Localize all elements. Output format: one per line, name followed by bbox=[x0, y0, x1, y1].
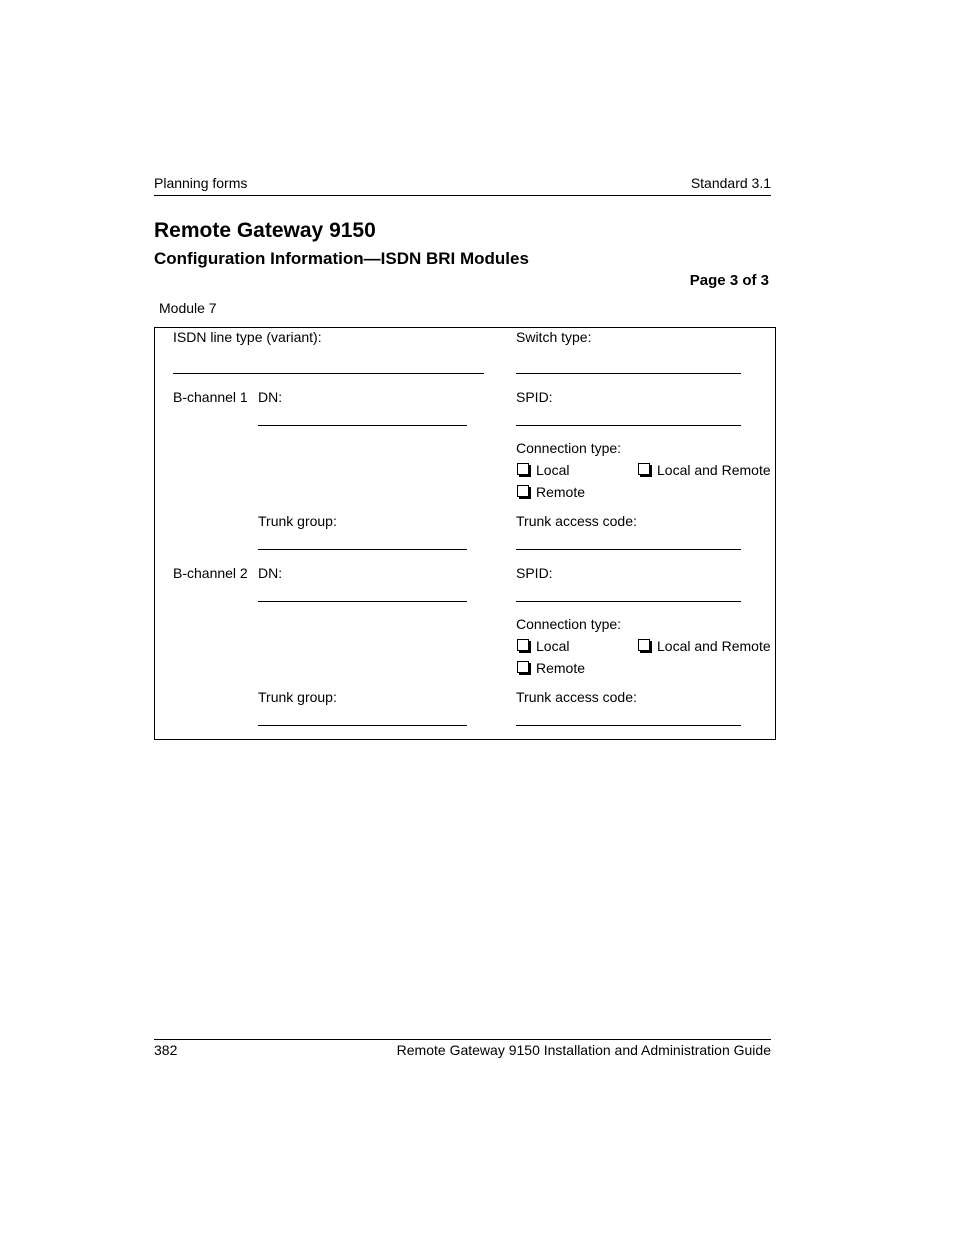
isdn-line-type-field[interactable] bbox=[173, 373, 484, 374]
b-channel-1-local-and-remote-checkbox[interactable] bbox=[638, 463, 650, 475]
isdn-line-type-label: ISDN line type (variant): bbox=[173, 329, 322, 345]
b-channel-2-dn-field[interactable] bbox=[258, 601, 467, 602]
b-channel-1-local-checkbox[interactable] bbox=[517, 463, 529, 475]
switch-type-label: Switch type: bbox=[516, 329, 592, 345]
footer-doc-title: Remote Gateway 9150 Installation and Administration Guide bbox=[396, 1042, 771, 1058]
b-channel-1-remote-text: Remote bbox=[536, 484, 586, 500]
b-channel-1-label: B-channel 1 bbox=[173, 389, 248, 405]
b-channel-1-spid-label: SPID: bbox=[516, 389, 553, 405]
b-channel-2-trunk-group-label: Trunk group: bbox=[258, 689, 337, 705]
b-channel-2-trunk-access-code-label: Trunk access code: bbox=[516, 689, 637, 705]
b-channel-2-local-and-remote-checkbox[interactable] bbox=[638, 639, 650, 651]
b-channel-1-dn-field[interactable] bbox=[258, 425, 467, 426]
b-channel-2-remote-checkbox[interactable] bbox=[517, 661, 529, 673]
b-channel-2-trunk-group-field[interactable] bbox=[258, 725, 467, 726]
b-channel-2-spid-field[interactable] bbox=[516, 601, 741, 602]
header-section: Planning forms bbox=[154, 175, 248, 191]
b-channel-1-dn-label: DN: bbox=[258, 389, 283, 405]
b-channel-1-trunk-access-code-label: Trunk access code: bbox=[516, 513, 637, 529]
b-channel-1-trunk-access-code-field[interactable] bbox=[516, 549, 741, 550]
page-title: Remote Gateway 9150 bbox=[154, 219, 376, 242]
b-channel-2-trunk-access-code-field[interactable] bbox=[516, 725, 741, 726]
b-channel-1-trunk-group-field[interactable] bbox=[258, 549, 467, 550]
b-channel-1-trunk-group-label: Trunk group: bbox=[258, 513, 337, 529]
header-version: Standard 3.1 bbox=[690, 175, 771, 191]
footer-rule bbox=[154, 1039, 771, 1040]
switch-type-field[interactable] bbox=[516, 373, 741, 374]
b-channel-2-local-and-remote-text: Local and Remote bbox=[657, 638, 771, 654]
b-channel-1-spid-field[interactable] bbox=[516, 425, 741, 426]
b-channel-2-dn-label: DN: bbox=[258, 565, 283, 581]
module-label: Module 7 bbox=[159, 300, 217, 316]
b-channel-1-local-and-remote-text: Local and Remote bbox=[657, 462, 771, 478]
b-channel-2-local-text: Local bbox=[536, 638, 570, 654]
b-channel-2-connection-type-label: Connection type: bbox=[516, 616, 622, 632]
header-rule bbox=[154, 195, 771, 196]
page-indicator: Page 3 of 3 bbox=[689, 272, 769, 289]
b-channel-1-local-text: Local bbox=[536, 462, 570, 478]
b-channel-2-local-checkbox[interactable] bbox=[517, 639, 529, 651]
b-channel-2-spid-label: SPID: bbox=[516, 565, 553, 581]
page-subtitle: Configuration Information—ISDN BRI Modules bbox=[154, 249, 529, 268]
b-channel-1-remote-checkbox[interactable] bbox=[517, 485, 529, 497]
b-channel-2-remote-text: Remote bbox=[536, 660, 586, 676]
b-channel-2-label: B-channel 2 bbox=[173, 565, 248, 581]
page-number: 382 bbox=[154, 1042, 178, 1058]
b-channel-1-connection-type-label: Connection type: bbox=[516, 440, 622, 456]
